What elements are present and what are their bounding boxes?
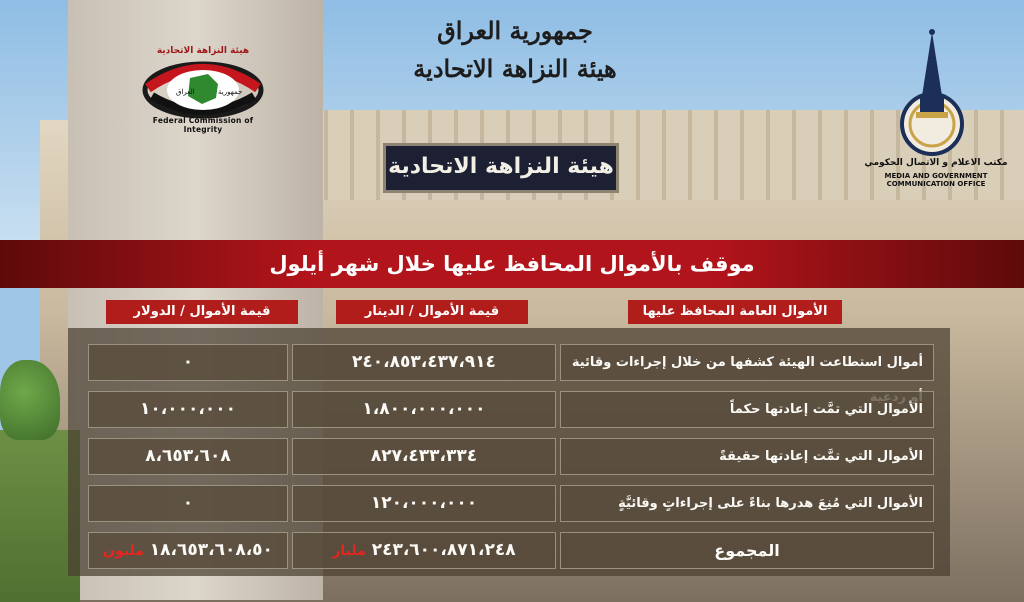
table-row — [88, 485, 934, 522]
agency-name: هيئة النزاهة الاتحادية — [413, 54, 617, 83]
media-office-caption-en: MEDIA AND GOVERNMENT COMMUNICATION OFFICE — [884, 172, 988, 188]
table-row — [88, 438, 934, 475]
dollar-value: ٨،٦٥٣،٦٠٨ — [88, 438, 288, 475]
emblem-text-left: العراق — [176, 88, 195, 96]
column-header-dinar: قيمة الأموال / الدينار — [336, 300, 528, 324]
total-dinar-unit: مليار — [332, 543, 366, 559]
country-name: جمهورية العراق — [437, 16, 593, 45]
dinar-value: ٢٤٠،٨٥٣،٤٣٧،٩١٤ — [292, 344, 556, 381]
dinar-value: ٨٢٧،٤٣٣،٣٣٤ — [292, 438, 556, 475]
dollar-value: ٠ — [88, 485, 288, 522]
bush — [0, 360, 60, 440]
row-description: الأموال التي تمَّت إعادتها حقيقةً — [560, 438, 934, 475]
total-dollar — [88, 532, 288, 569]
total-dinar — [292, 532, 556, 569]
total-dinar-value: ٢٤٣،٦٠٠،٨٧١،٢٤٨ — [371, 540, 516, 560]
row-description: أموال استطاعت الهيئة كشفها من خلال إجراءات وقائية — [560, 344, 934, 381]
fci-logo — [138, 40, 268, 132]
emblem-text-right: جمهورية — [218, 88, 243, 96]
fci-logo-caption-ar: هيئة النزاهة الاتحادية — [156, 46, 250, 56]
total-label: المجموع — [560, 532, 934, 569]
dollar-value: ٠ — [88, 344, 288, 381]
banner-title: موقف بالأموال المحافظ عليها خلال شهر أيلول — [269, 252, 755, 276]
column-header-dollar: قيمة الأموال / الدولار — [106, 300, 298, 324]
column-header-description: الأموال العامة المحافظ عليها — [628, 300, 842, 324]
building-sign: هيئة النزاهة الاتحادية — [383, 143, 619, 193]
dollar-value: ١٠،٠٠٠،٠٠٠ — [88, 391, 288, 428]
total-dollar-value: ١٨،٦٥٣،٦٠٨،٥٠ — [149, 540, 273, 560]
table-row — [88, 391, 934, 428]
row-description: الأموال التي مُنِعَ هدرها بناءً على إجراءاتٍ وقائيَّةٍ — [560, 485, 934, 522]
header-title — [410, 12, 620, 88]
row-description: الأموال التي تمَّت إعادتها حكماً — [560, 391, 934, 428]
table-row — [88, 344, 934, 381]
media-office-caption-ar: مكتب الاعلام و الاتصال الحكومي — [864, 158, 1008, 168]
total-dollar-unit: مليون — [103, 543, 144, 559]
total-row — [88, 532, 934, 569]
media-office-logo — [850, 26, 1022, 196]
media-office-emblem-icon — [850, 26, 1022, 156]
dinar-value: ١٢٠،٠٠٠،٠٠٠ — [292, 485, 556, 522]
dinar-value: ١،٨٠٠،٠٠٠،٠٠٠ — [292, 391, 556, 428]
fci-logo-caption-en: Federal Commission of Integrity — [152, 116, 254, 134]
